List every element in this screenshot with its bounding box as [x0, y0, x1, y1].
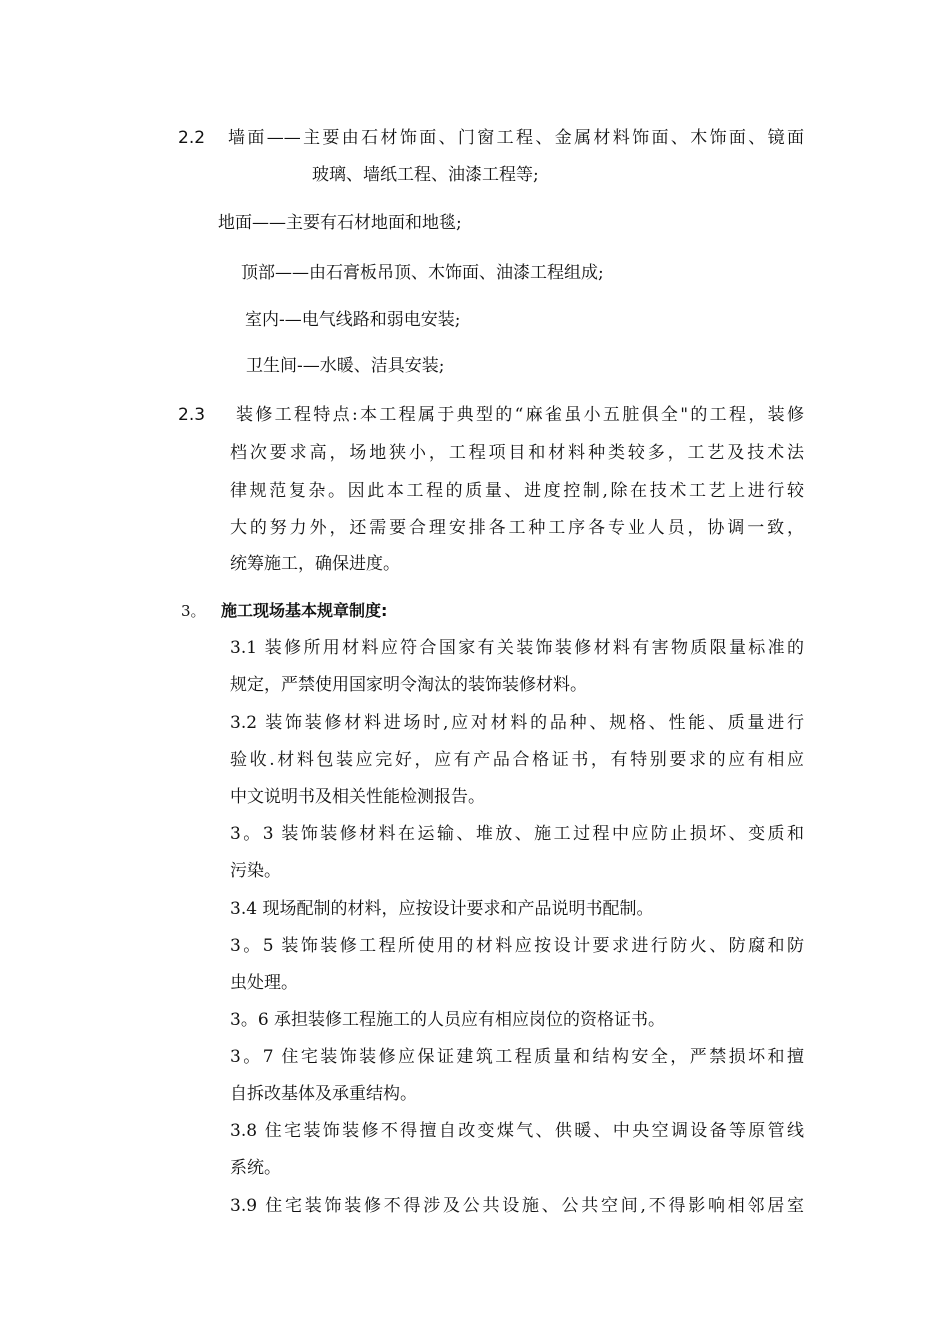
rule-3-8-line-2: 系统。 [230, 1158, 281, 1178]
rule-3-2-line-1: 3.2 装饰装修材料进场时,应对材料的品种、规格、性能、质量进行 [230, 713, 804, 733]
rule-3-2-line-3: 中文说明书及相关性能检测报告。 [230, 787, 485, 807]
rule-3-5-line-2: 虫处理。 [230, 973, 298, 993]
floor-line: 地面——主要有石材地面和地毯; [218, 213, 462, 233]
bathroom-line: 卫生间-—水暖、洁具安装; [246, 356, 445, 376]
section-3-title: 施工现场基本规章制度: [221, 601, 388, 620]
features-line-3: 律规范复杂。因此本工程的质量、进度控制,除在技术工艺上进行较 [230, 481, 804, 501]
rule-3-1-line-2: 规定，严禁使用国家明令淘汰的装饰装修材料。 [230, 675, 587, 695]
indoor-line: 室内-—电气线路和弱电安装; [245, 310, 461, 330]
section-2-2-number: 2.2 [178, 128, 206, 148]
rule-3-1-line-1: 3.1 装修所用材料应符合国家有关装饰装修材料有害物质限量标准的 [230, 638, 804, 658]
rule-3-6-line-1: 3。6 承担装修工程施工的人员应有相应岗位的资格证书。 [230, 1010, 666, 1030]
features-line-1: 装修工程特点:本工程属于典型的“麻雀虽小五脏俱全"的工程，装修 [236, 405, 804, 425]
rule-3-8-line-1: 3.8 住宅装饰装修不得擅自改变煤气、供暖、中央空调设备等原管线 [230, 1121, 804, 1141]
rule-3-7-line-2: 自拆改基体及承重结构。 [230, 1084, 417, 1104]
rule-3-9-line-1: 3.9 住宅装饰装修不得涉及公共设施、公共空间,不得影响相邻居室 [230, 1196, 804, 1216]
section-2-3-number: 2.3 [178, 405, 206, 425]
wall-line-2: 玻璃、墙纸工程、油漆工程等; [312, 165, 539, 185]
features-line-5: 统筹施工，确保进度。 [230, 554, 400, 574]
wall-line-1: 墙面——主要由石材饰面、门窗工程、金属材料饰面、木饰面、镜面 [228, 128, 804, 148]
rule-3-4-line-1: 3.4 现场配制的材料，应按设计要求和产品说明书配制。 [230, 899, 654, 919]
rule-3-3-line-2: 污染。 [230, 861, 281, 881]
features-line-2: 档次要求高，场地狭小，工程项目和材料种类较多，工艺及技术法 [230, 443, 804, 463]
ceiling-line: 顶部——由石膏板吊顶、木饰面、油漆工程组成; [241, 263, 604, 283]
rule-3-7-line-1: 3。7 住宅装饰装修应保证建筑工程质量和结构安全，严禁损坏和擅 [230, 1047, 804, 1067]
rule-3-2-line-2: 验收.材料包装应完好，应有产品合格证书，有特别要求的应有相应 [230, 750, 804, 770]
section-3-number: 3。 [181, 602, 206, 620]
rule-3-3-line-1: 3。3 装饰装修材料在运输、堆放、施工过程中应防止损坏、变质和 [230, 824, 804, 844]
features-line-4: 大的努力外，还需要合理安排各工种工序各专业人员，协调一致， [230, 518, 804, 538]
rule-3-5-line-1: 3。5 装饰装修工程所使用的材料应按设计要求进行防火、防腐和防 [230, 936, 804, 956]
